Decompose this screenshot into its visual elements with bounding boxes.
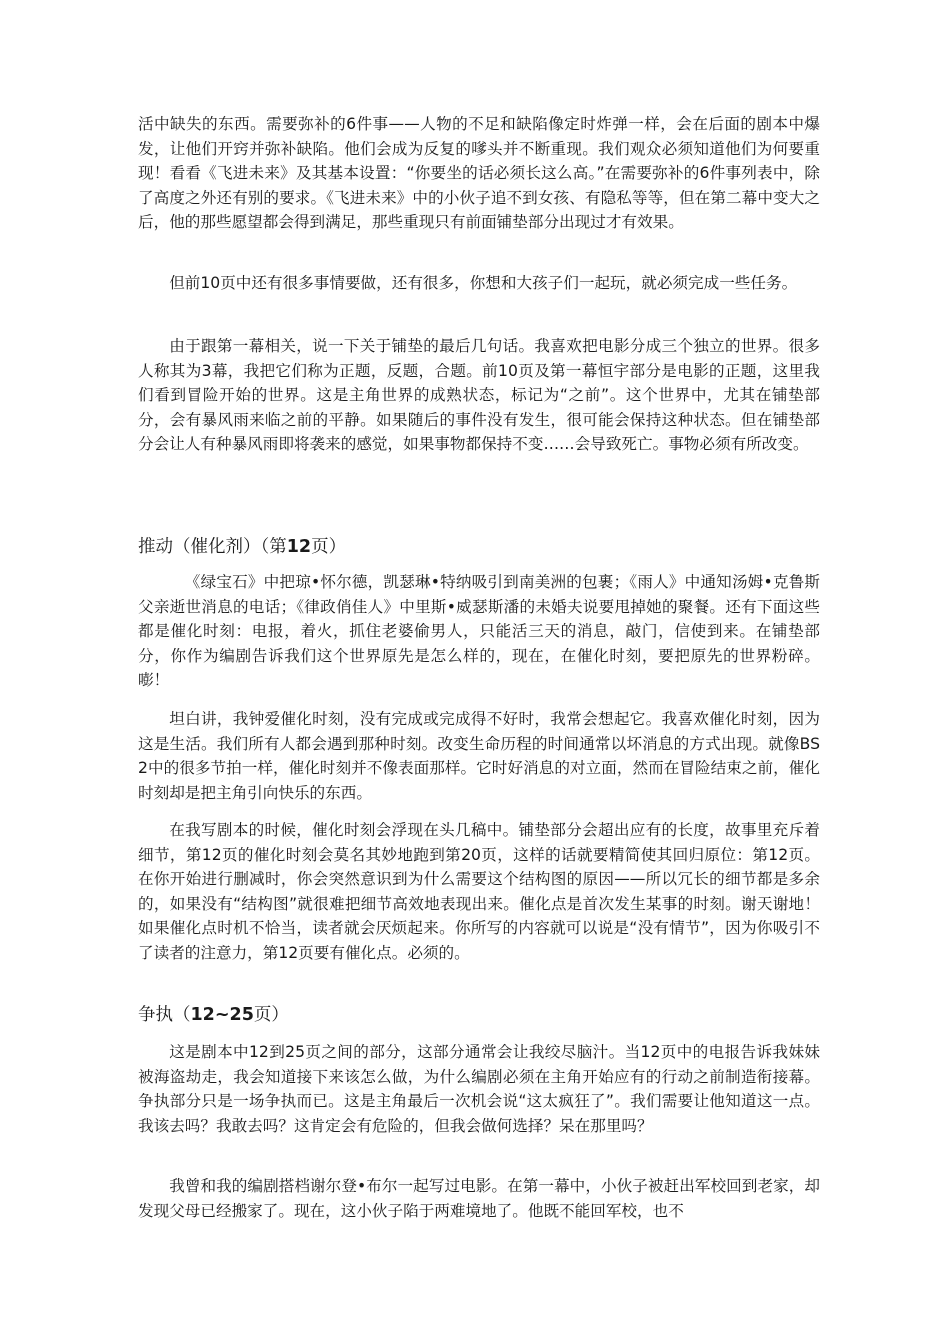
section-heading-catalyst	[138, 534, 346, 560]
heading-catalyst-page: 12	[286, 537, 312, 557]
paragraph-catalyst-drafts: 在我写剧本的时候，催化时刻会浮现在头几稿中。铺垫部分会超出应有的长度，故事里充斥着细节，第12页的催化时刻会莫名其妙地跑到第20页，这样的话就要精简使其回归原位：第12页。在你开始进行删减时，你会突然意识到为什么需要这个结构图的原因——所以冗长的细节都是多余的，如果没有“结构图”就很难把细节高效地表现出来。催化点是首次发生某事的时刻。谢天谢地！如果催化点时机不恰当，读者就会厌烦起来。你所写的内容就可以说是“没有情节”，因为你吸引不了读者的注意力，第12页要有催化点。必须的。	[138, 821, 820, 962]
heading-debate-pages: 12~25	[190, 1005, 254, 1025]
heading-debate-end: 页）	[253, 1005, 289, 1025]
heading-catalyst-text: 推动（催化剂）（第	[138, 537, 287, 557]
section-heading-debate	[138, 1002, 289, 1028]
paragraph-catalyst-examples: 《绿宝石》中把琼•怀尔德，凯瑟琳•特纳吸引到南美洲的包裹；《雨人》中通知汤姆•克鲁斯父亲逝世消息的电话；《律政俏佳人》中里斯•威瑟斯潘的未婚夫说要甩掉她的聚餐。还有下面这些都是催化时刻：电报，着火，抓住老婆偷男人，只能活三天的消息，敲门，信使到来。在铺垫部分，你作为编剧告诉我们这个世界原先是怎么样的，现在，在催化时刻，要把原先的世界粉碎。嘭！	[138, 573, 820, 690]
paragraph-first-ten-pages: 但前10页中还有很多事情要做，还有很多，你想和大孩子们一起玩，就必须完成一些任务。	[169, 274, 798, 292]
heading-debate-text: 争执（	[138, 1005, 191, 1025]
paragraph-debate-example: 我曾和我的编剧搭档谢尔登•布尔一起写过电影。在第一幕中，小伙子被赶出军校回到老家，却发现父母已经搬家了。现在，这小伙子陷于两难境地了。他既不能回军校，也不	[138, 1177, 820, 1220]
paragraph-three-worlds: 由于跟第一幕相关，说一下关于铺垫的最后几句话。我喜欢把电影分成三个独立的世界。很多人称其为3幕，我把它们称为正题，反题，合题。前10页及第一幕恒宇部分是电影的正题，这里我们看到冒险开始的世界。这是主角世界的成熟状态，标记为“之前”。这个世界中，尤其在铺垫部分，会有暴风雨来临之前的平静。如果随后的事件没有发生，很可能会保持这种状态。但在铺垫部分会让人有种暴风雨即将袭来的感觉，如果事物都保持不变……会导致死亡。事物必须有所改变。	[138, 337, 820, 454]
paragraph-catalyst-love: 坦白讲，我钟爱催化时刻，没有完成或完成得不好时，我常会想起它。我喜欢催化时刻，因为这是生活。我们所有人都会遇到那种时刻。改变生命历程的时间通常以坏消息的方式出现。就像BS2中的很多节拍一样，催化时刻并不像表面那样。它时好消息的对立面，然而在冒险结束之前，催化时刻却是把主角引向快乐的东西。	[138, 710, 820, 802]
paragraph-setup-continuation: 活中缺失的东西。需要弥补的6件事——人物的不足和缺陷像定时炸弹一样，会在后面的剧本中爆发，让他们开窍并弥补缺陷。他们会成为反复的嗲头并不断重现。我们观众必须知道他们为何要重现！看看《飞进未来》及其基本设置：“你要坐的话必须长这么高。”在需要弥补的6件事列表中，除了高度之外还有别的要求。《飞进未来》中的小伙子追不到女孩、有隐私等等，但在第二幕中变大之后，他的那些愿望都会得到满足，那些重现只有前面铺垫部分出现过才有效果。	[138, 115, 820, 232]
paragraph-debate-description: 这是剧本中12到25页之间的部分，这部分通常会让我绞尽脑汁。当12页中的电报告诉我妹妹被海盗劫走，我会知道接下来该怎么做，为什么编剧必须在主角开始应有的行动之前制造衔接幕。争执部分只是一场争执而已。这是主角最后一次机会说“这太疯狂了”。我们需要让他知道这一点。我该去吗？我敢去吗？这肯定会有危险的，但我会做何选择？呆在那里吗？	[138, 1043, 820, 1135]
heading-catalyst-end: 页）	[311, 537, 347, 557]
